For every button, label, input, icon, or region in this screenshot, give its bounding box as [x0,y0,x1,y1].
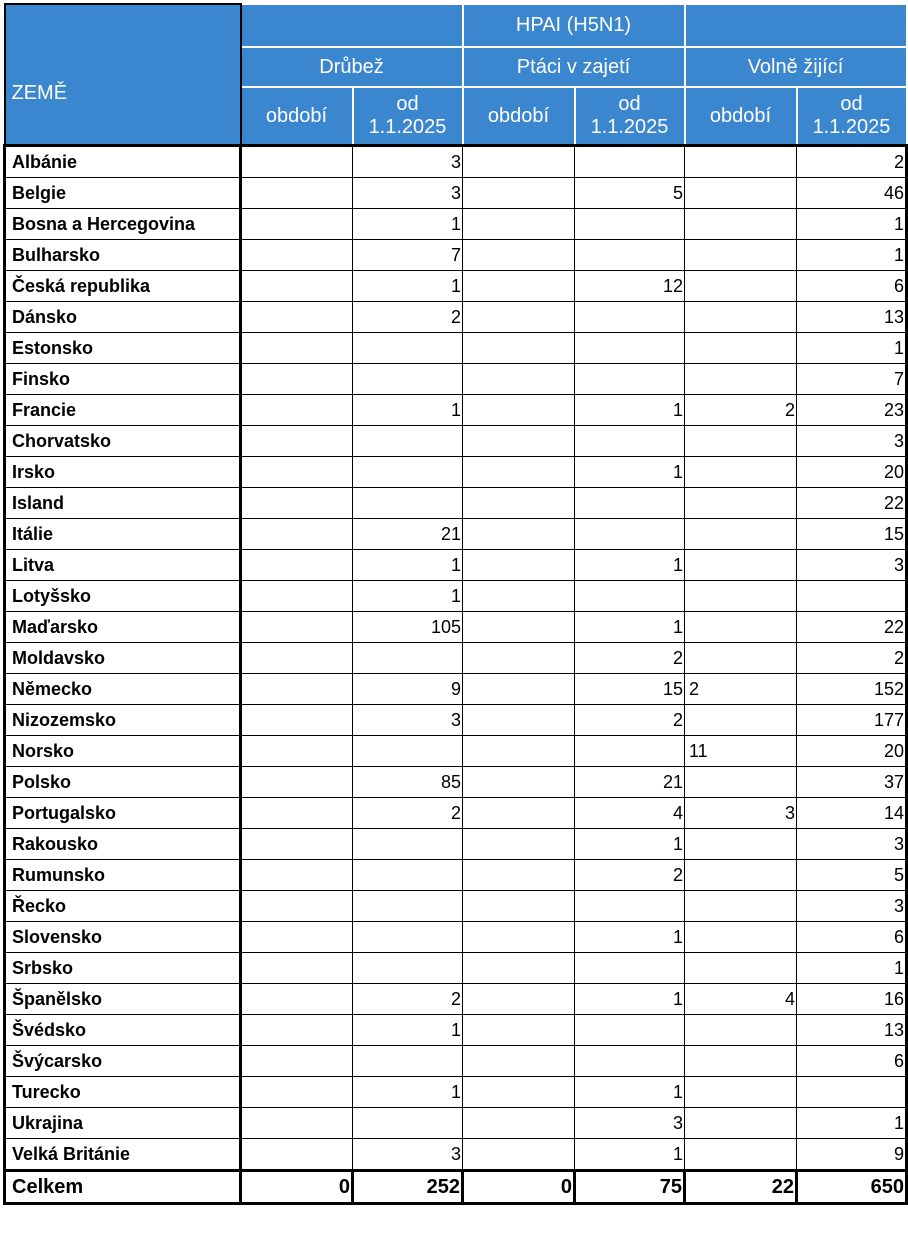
value-cell: 1 [575,922,685,953]
country-name: Norsko [5,736,241,767]
value-cell: 152 [797,674,907,705]
value-cell [463,705,575,736]
value-cell [685,519,797,550]
value-cell: 1 [353,550,463,581]
value-cell [353,891,463,922]
table-row [5,519,907,550]
country-name: Litva [5,550,241,581]
value-cell: 1 [575,457,685,488]
value-cell [463,1139,575,1171]
country-name: Portugalsko [5,798,241,829]
subheader-period: období [463,87,575,146]
subheader-since: od 1.1.2025 [575,87,685,146]
total-row [5,1171,907,1204]
country-name: Maďarsko [5,612,241,643]
subheader-period: období [241,87,353,146]
value-cell [575,953,685,984]
table-row [5,612,907,643]
table-row [5,302,907,333]
value-cell: 13 [797,1015,907,1046]
value-cell [685,953,797,984]
value-cell [685,364,797,395]
value-cell [463,519,575,550]
value-cell [241,953,353,984]
value-cell [575,891,685,922]
value-cell: 1 [575,395,685,426]
value-cell: 1 [575,1077,685,1108]
value-cell [463,612,575,643]
value-cell [353,953,463,984]
value-cell [353,736,463,767]
table-row [5,798,907,829]
value-cell: 2 [575,705,685,736]
table-row [5,1046,907,1077]
value-cell [685,922,797,953]
value-cell [685,767,797,798]
subheader-period: období [685,87,797,146]
table-row [5,333,907,364]
value-cell [241,395,353,426]
value-cell [241,891,353,922]
table-row [5,1108,907,1139]
value-cell [463,643,575,674]
value-cell [463,984,575,1015]
value-cell [575,1046,685,1077]
country-name: Bulharsko [5,240,241,271]
country-name: Turecko [5,1077,241,1108]
country-name: Moldavsko [5,643,241,674]
value-cell [685,333,797,364]
value-cell: 7 [797,364,907,395]
value-cell [685,1015,797,1046]
table-row [5,457,907,488]
value-cell: 3 [797,426,907,457]
value-cell [463,953,575,984]
value-cell: 2 [353,302,463,333]
value-cell: 2 [797,146,907,178]
country-name: Albánie [5,146,241,178]
value-cell [241,426,353,457]
value-cell [463,1108,575,1139]
value-cell [685,860,797,891]
value-cell [241,488,353,519]
value-cell: 1 [353,271,463,302]
value-cell: 23 [797,395,907,426]
value-cell [463,395,575,426]
table-body [5,146,907,1171]
value-cell: 1 [797,209,907,240]
table-row [5,922,907,953]
value-cell [463,581,575,612]
value-cell [685,302,797,333]
table-row [5,395,907,426]
value-cell [463,209,575,240]
table-row [5,146,907,178]
value-cell [353,488,463,519]
value-cell: 2 [353,984,463,1015]
value-cell [241,519,353,550]
country-name: Itálie [5,519,241,550]
value-cell [353,829,463,860]
country-name: Ukrajina [5,1108,241,1139]
table-row [5,240,907,271]
value-cell: 3 [797,829,907,860]
value-cell: 1 [575,550,685,581]
value-cell: 5 [575,178,685,209]
value-cell [241,550,353,581]
value-cell [353,1108,463,1139]
value-cell [685,1108,797,1139]
value-cell [685,829,797,860]
country-column-header: ZEMĚ [5,4,241,146]
header-blank-left [241,4,463,47]
table-row [5,271,907,302]
value-cell [463,798,575,829]
value-cell [685,643,797,674]
value-cell [463,178,575,209]
value-cell [241,674,353,705]
value-cell [241,271,353,302]
value-cell: 22 [797,612,907,643]
country-name: Lotyšsko [5,581,241,612]
value-cell: 15 [575,674,685,705]
value-cell: 14 [797,798,907,829]
outbreak-table [3,3,908,1205]
group-header-captive-birds: Ptáci v zajetí [463,47,685,87]
value-cell [463,674,575,705]
value-cell: 1 [353,1015,463,1046]
value-cell [463,860,575,891]
value-cell [241,333,353,364]
table-row [5,1015,907,1046]
value-cell: 9 [797,1139,907,1171]
value-cell [463,457,575,488]
country-name: Bosna a Hercegovina [5,209,241,240]
value-cell: 20 [797,457,907,488]
country-name: Polsko [5,767,241,798]
value-cell [463,271,575,302]
value-cell: 16 [797,984,907,1015]
value-cell: 21 [575,767,685,798]
value-cell: 3 [353,178,463,209]
subheader-since: od 1.1.2025 [797,87,907,146]
table-row [5,891,907,922]
country-name: Francie [5,395,241,426]
value-cell: 1 [353,1077,463,1108]
value-cell [241,240,353,271]
value-cell: 3 [797,550,907,581]
table-row [5,736,907,767]
value-cell [241,798,353,829]
value-cell [241,146,353,178]
value-cell [463,1046,575,1077]
country-name: Řecko [5,891,241,922]
value-cell: 3 [353,705,463,736]
country-name: Velká Británie [5,1139,241,1171]
value-cell [575,736,685,767]
value-cell [241,860,353,891]
value-cell: 12 [575,271,685,302]
total-cell: 0 [241,1171,353,1204]
value-cell [241,1046,353,1077]
table-row [5,550,907,581]
value-cell [463,1015,575,1046]
value-cell [463,240,575,271]
outbreak-table-container [3,3,904,1205]
value-cell [463,550,575,581]
value-cell: 1 [353,581,463,612]
table-row [5,953,907,984]
value-cell [685,426,797,457]
value-cell [463,1077,575,1108]
value-cell [353,457,463,488]
value-cell: 6 [797,1046,907,1077]
subheader-since: od 1.1.2025 [353,87,463,146]
country-name: Finsko [5,364,241,395]
value-cell: 1 [575,1139,685,1171]
header-blank-right [685,4,907,47]
value-cell [353,333,463,364]
value-cell: 15 [797,519,907,550]
value-cell [241,1139,353,1171]
value-cell [241,612,353,643]
value-cell: 3 [797,891,907,922]
value-cell [463,891,575,922]
value-cell [353,364,463,395]
value-cell [685,550,797,581]
country-name: Španělsko [5,984,241,1015]
value-cell: 105 [353,612,463,643]
value-cell: 2 [575,643,685,674]
value-cell [685,488,797,519]
value-cell: 13 [797,302,907,333]
value-cell [575,426,685,457]
table-row [5,1077,907,1108]
country-name: Chorvatsko [5,426,241,457]
value-cell [241,767,353,798]
table-row [5,209,907,240]
value-cell [575,1015,685,1046]
table-row [5,860,907,891]
value-cell: 9 [353,674,463,705]
total-label: Celkem [5,1171,241,1204]
value-cell [241,643,353,674]
value-cell [685,457,797,488]
value-cell: 1 [797,240,907,271]
value-cell: 2 [685,674,797,705]
table-row [5,1139,907,1171]
value-cell: 5 [797,860,907,891]
value-cell: 7 [353,240,463,271]
value-cell: 3 [353,146,463,178]
value-cell: 1 [353,395,463,426]
country-name: Švédsko [5,1015,241,1046]
value-cell [241,457,353,488]
country-name: Švýcarsko [5,1046,241,1077]
value-cell: 2 [797,643,907,674]
value-cell: 85 [353,767,463,798]
value-cell [575,209,685,240]
value-cell [685,146,797,178]
value-cell: 1 [797,953,907,984]
value-cell [575,519,685,550]
value-cell [463,922,575,953]
value-cell [685,705,797,736]
value-cell: 1 [797,333,907,364]
country-name: Irsko [5,457,241,488]
group-header-poultry: Drůbež [241,47,463,87]
value-cell: 2 [575,860,685,891]
value-cell: 21 [353,519,463,550]
total-cell: 252 [353,1171,463,1204]
value-cell [575,581,685,612]
country-name: Belgie [5,178,241,209]
value-cell [685,581,797,612]
value-cell [353,1046,463,1077]
value-cell [463,829,575,860]
total-cell: 22 [685,1171,797,1204]
country-name: Estonsko [5,333,241,364]
table-row [5,767,907,798]
value-cell [241,178,353,209]
value-cell [463,767,575,798]
value-cell [575,302,685,333]
total-cell: 75 [575,1171,685,1204]
table-row [5,984,907,1015]
value-cell [575,240,685,271]
country-name: Nizozemsko [5,705,241,736]
value-cell [685,271,797,302]
value-cell: 177 [797,705,907,736]
value-cell [575,146,685,178]
value-cell [797,581,907,612]
value-cell: 1 [353,209,463,240]
value-cell [685,240,797,271]
country-name: Srbsko [5,953,241,984]
value-cell: 3 [685,798,797,829]
value-cell: 2 [685,395,797,426]
country-name: Rumunsko [5,860,241,891]
value-cell: 37 [797,767,907,798]
country-name: Slovensko [5,922,241,953]
value-cell [241,364,353,395]
value-cell: 46 [797,178,907,209]
value-cell [241,829,353,860]
value-cell: 1 [797,1108,907,1139]
value-cell [241,1015,353,1046]
value-cell [575,364,685,395]
value-cell [353,426,463,457]
value-cell [241,736,353,767]
value-cell: 6 [797,922,907,953]
value-cell [685,1077,797,1108]
value-cell [685,178,797,209]
table-row [5,705,907,736]
value-cell: 1 [575,829,685,860]
table-row [5,829,907,860]
table-row [5,178,907,209]
total-cell: 650 [797,1171,907,1204]
value-cell [241,984,353,1015]
value-cell: 6 [797,271,907,302]
value-cell [575,488,685,519]
value-cell [463,146,575,178]
value-cell [463,333,575,364]
value-cell: 20 [797,736,907,767]
value-cell: 1 [575,612,685,643]
total-cell: 0 [463,1171,575,1204]
value-cell [685,612,797,643]
value-cell: 3 [575,1108,685,1139]
value-cell [353,922,463,953]
value-cell [241,922,353,953]
value-cell [685,891,797,922]
table-row [5,426,907,457]
table-row [5,674,907,705]
value-cell [241,581,353,612]
value-cell [241,705,353,736]
value-cell [463,736,575,767]
value-cell [241,1077,353,1108]
value-cell: 11 [685,736,797,767]
value-cell: 2 [353,798,463,829]
country-name: Česká republika [5,271,241,302]
value-cell: 22 [797,488,907,519]
value-cell [685,209,797,240]
table-row [5,364,907,395]
country-name: Dánsko [5,302,241,333]
value-cell [241,302,353,333]
value-cell [797,1077,907,1108]
value-cell [353,860,463,891]
value-cell [685,1046,797,1077]
table-row [5,643,907,674]
country-name: Německo [5,674,241,705]
group-header-wild-birds: Volně žijící [685,47,907,87]
value-cell [463,302,575,333]
table-row [5,488,907,519]
value-cell: 4 [575,798,685,829]
value-cell [463,426,575,457]
value-cell: 4 [685,984,797,1015]
value-cell [575,333,685,364]
hpai-title: HPAI (H5N1) [463,4,685,47]
country-name: Rakousko [5,829,241,860]
value-cell [685,1139,797,1171]
value-cell: 1 [575,984,685,1015]
value-cell [463,488,575,519]
value-cell [463,364,575,395]
table-row [5,581,907,612]
country-name: Island [5,488,241,519]
value-cell [241,209,353,240]
value-cell [353,643,463,674]
value-cell: 3 [353,1139,463,1171]
value-cell [241,1108,353,1139]
